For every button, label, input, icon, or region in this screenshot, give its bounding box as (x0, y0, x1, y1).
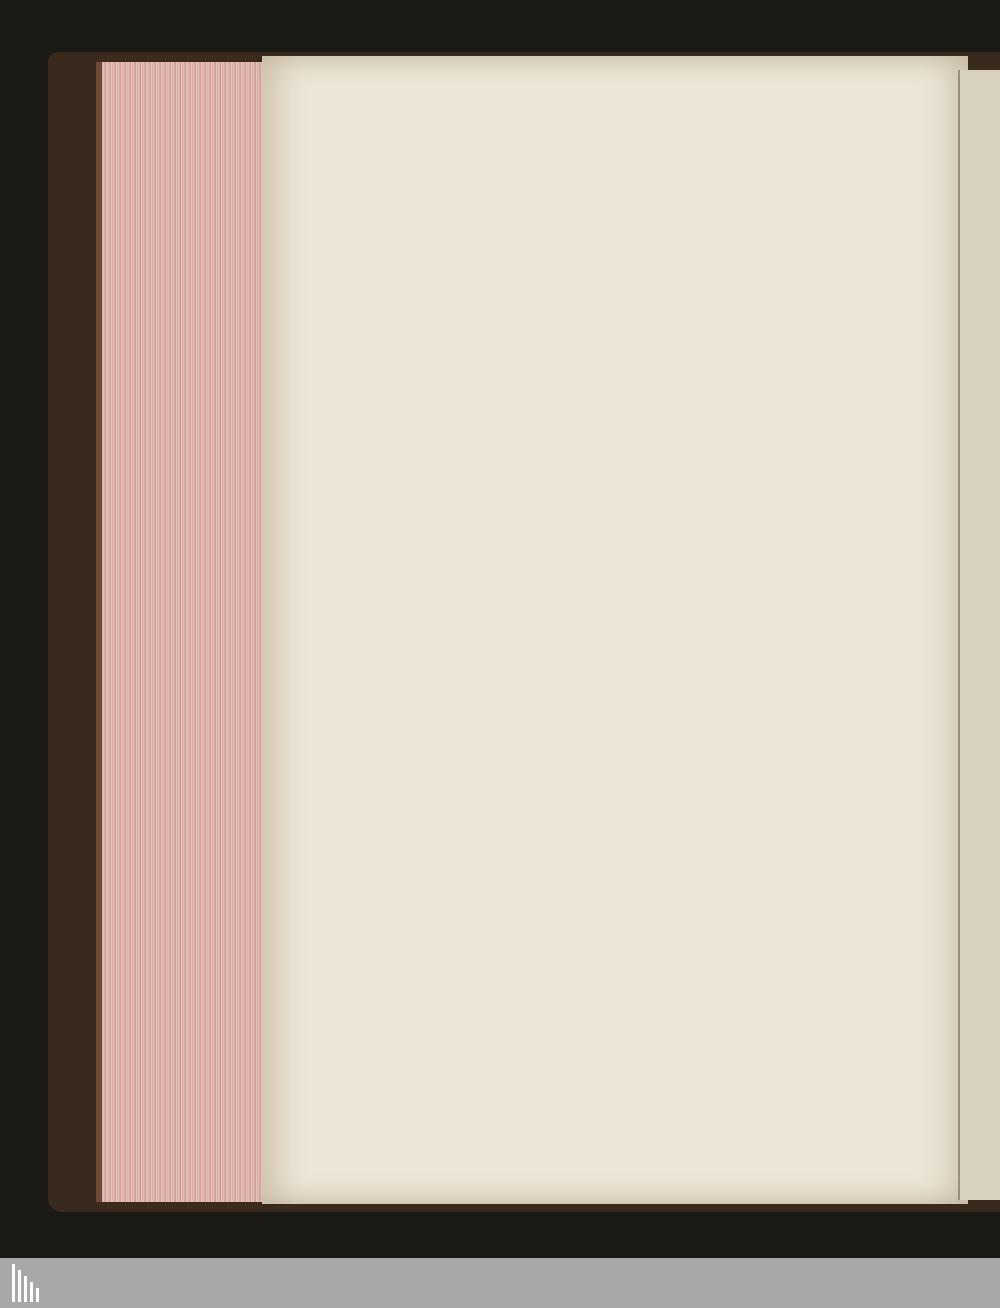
book-page (262, 56, 968, 1204)
page-edges (96, 62, 274, 1202)
footer-bar (0, 1258, 1000, 1308)
library-logo-icon (12, 1264, 42, 1302)
facing-page (958, 70, 1000, 1200)
